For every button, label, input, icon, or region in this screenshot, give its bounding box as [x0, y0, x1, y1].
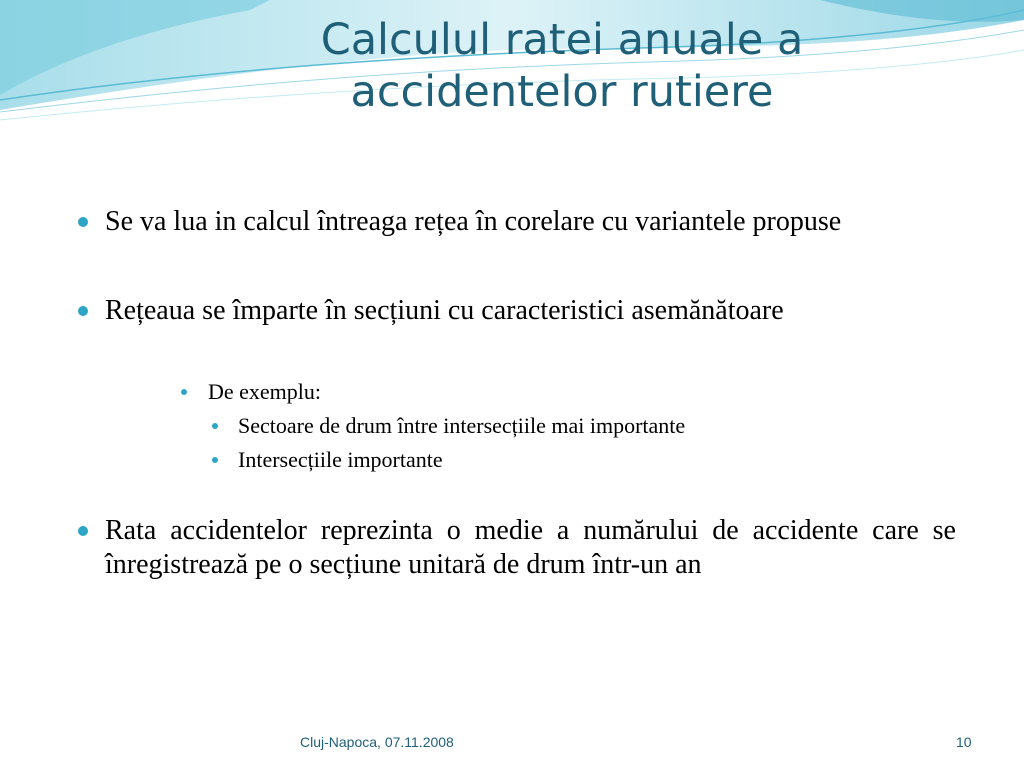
- slide-title: [150, 14, 974, 118]
- sub-sub-bullet-item: [78, 412, 956, 440]
- bullet-dot-icon: [212, 423, 218, 429]
- bullet-dot-icon: [78, 526, 88, 536]
- sub-sub-bullet-item: [78, 446, 956, 474]
- bullet-dot-icon: [181, 389, 187, 395]
- page-number: 10: [956, 734, 972, 750]
- bullet-text: Rata accidentelor reprezinta o medie a numărului de accidente care se înregistrează pe o secțiune unitară de drum într-un an: [105, 515, 956, 580]
- bullet-dot-icon: [78, 217, 88, 227]
- title-line-2: accidentelor rutiere: [350, 67, 774, 117]
- title-line-1: Calculul ratei anuale a: [320, 15, 804, 65]
- bullet-item: [78, 205, 956, 239]
- bullet-item: [78, 514, 956, 582]
- slide-content: [78, 205, 956, 582]
- bullet-dot-icon: [78, 306, 88, 316]
- bullet-text: Rețeaua se împarte în secțiuni cu caracteristici asemănătoare: [105, 295, 784, 326]
- sub-bullet-label: De exemplu:: [208, 379, 322, 404]
- sub-sub-bullet-text: Intersecțiile importante: [238, 447, 443, 472]
- sub-bullet-item: [78, 378, 956, 406]
- bullet-text: Se va lua in calcul întreaga rețea în corelare cu variantele propuse: [105, 206, 842, 237]
- sub-sub-bullet-text: Sectoare de drum între intersecțiile mai importante: [238, 413, 686, 438]
- bullet-item: [78, 294, 956, 328]
- bullet-dot-icon: [212, 457, 218, 463]
- footer-location-date: Cluj-Napoca, 07.11.2008: [300, 734, 454, 750]
